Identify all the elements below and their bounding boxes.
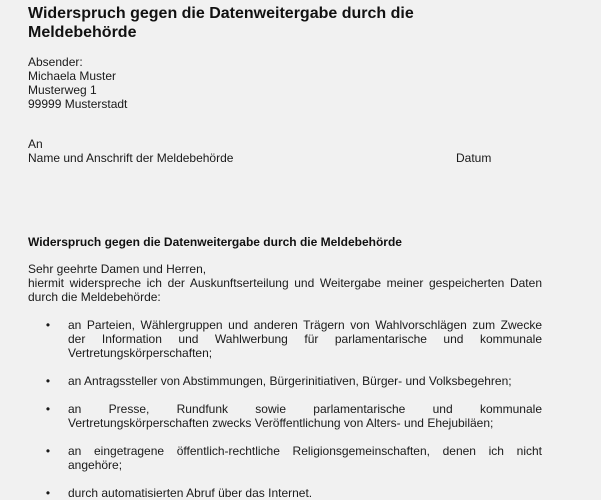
recipient-name: Name und Anschrift der Meldebehörde — [28, 151, 234, 165]
document-title-line-1: Widerspruch gegen die Datenweitergabe durch die — [28, 5, 414, 22]
bullet-icon: • — [45, 374, 51, 388]
list-item-text — [68, 374, 542, 388]
list-item-line: Vertretungskörperschaften; — [68, 346, 213, 360]
document-title — [28, 4, 478, 42]
list-item-text — [68, 444, 542, 472]
bullet-icon: • — [45, 486, 51, 500]
sender-name: Michaela Muster — [28, 69, 117, 83]
document-title-line-2: Meldebehörde — [28, 24, 137, 41]
list-item-line: der Information und Wahlwerbung für parlamentarische und kommunale — [68, 332, 542, 346]
list-item-text — [68, 318, 542, 360]
list-item-line: Vertretungskörperschaften zwecks Veröffentlichung von Alters- und Ehejubiläen; — [68, 416, 494, 430]
list-item-line: durch automatisierten Abruf über das Internet. — [68, 486, 313, 500]
recipient-row — [28, 151, 498, 165]
bullet-icon: • — [45, 318, 51, 332]
bullet-icon: • — [45, 444, 51, 458]
sender-block — [28, 55, 127, 111]
sender-city: 99999 Musterstadt — [28, 97, 128, 111]
list-item-line: angehöre; — [68, 458, 123, 472]
sender-label: Absender: — [28, 55, 83, 69]
list-item-line: an Presse, Rundfunk sowie parlamentarische und kommunale — [68, 402, 542, 416]
intro-line-2: durch die Meldebehörde: — [28, 290, 161, 304]
recipient-label: An — [28, 137, 43, 151]
list-item-line: an Antragssteller von Abstimmungen, Bürgerinitiativen, Bürger- und Volksbegehren; — [68, 374, 512, 388]
letter-intro — [28, 262, 542, 304]
list-item-text — [68, 486, 542, 500]
subject-line: Widerspruch gegen die Datenweitergabe durch die Meldebehörde — [28, 235, 402, 249]
intro-line-1: hiermit widerspreche ich der Auskunftserteilung und Weitergabe meiner gespeicherten Daten — [28, 276, 542, 290]
bullet-icon: • — [45, 402, 51, 416]
list-item-text — [68, 402, 542, 430]
sender-street: Musterweg 1 — [28, 83, 97, 97]
salutation: Sehr geehrte Damen und Herren, — [28, 262, 207, 276]
date-label: Datum — [456, 151, 492, 165]
list-item-line: an eingetragene öffentlich-rechtliche Religionsgemeinschaften, denen ich nicht — [68, 444, 542, 458]
list-item-line: an Parteien, Wählergruppen und anderen Trägern von Wahlvorschlägen zum Zwecke — [68, 318, 542, 332]
